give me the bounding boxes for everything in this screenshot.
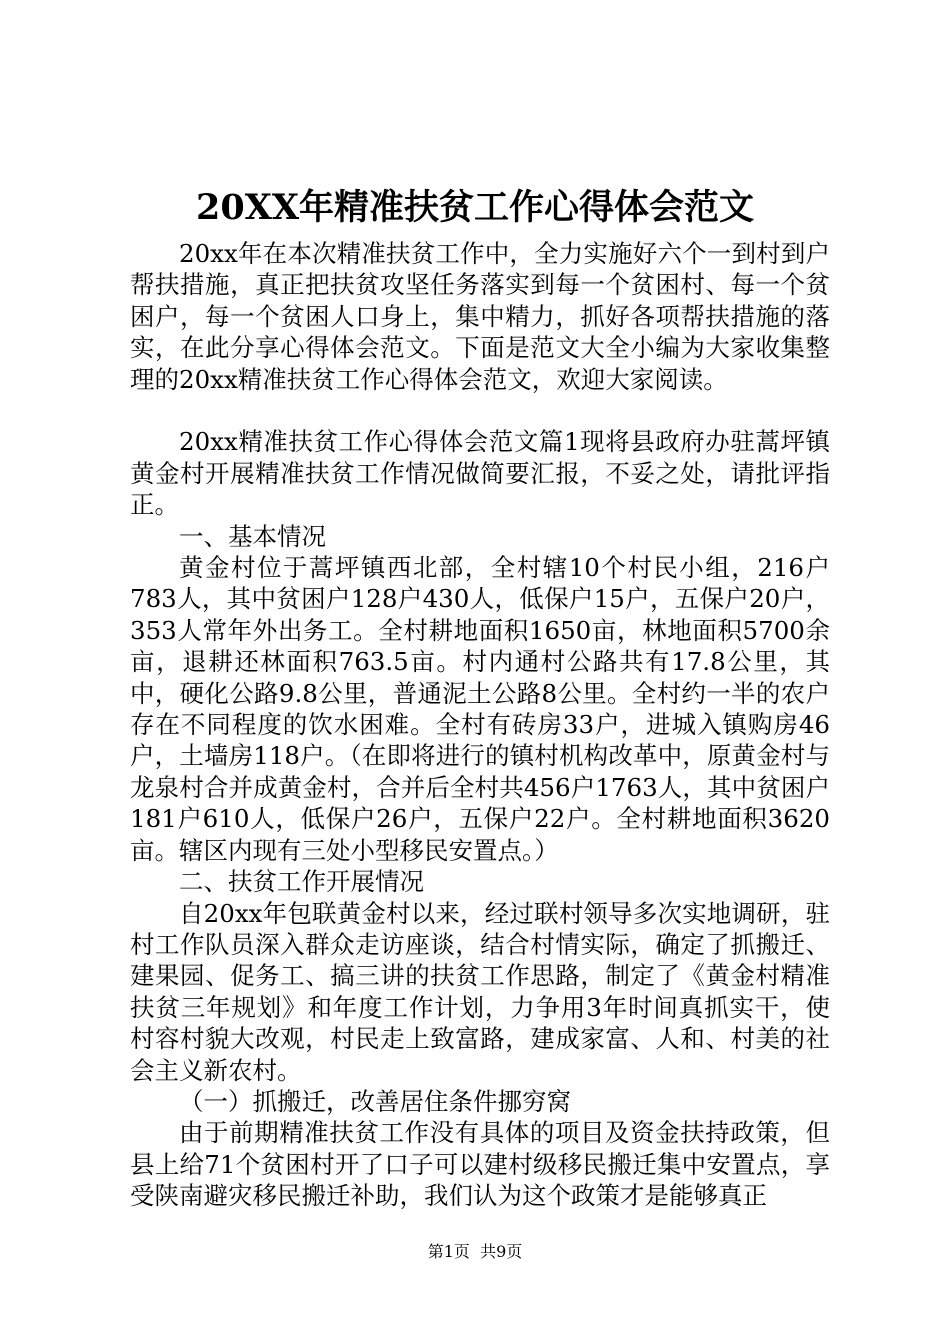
intro-paragraph: 20xx年在本次精准扶贫工作中，全力实施好六个一到村到户帮扶措施，真正把扶贫攻坚任务落实到每一个贫困村、每一个贫困户，每一个贫困人口身上，集中精力，抓好各项帮扶措施的落实，在此分享心得体会范文。下面是范文大全小编为大家收集整理的20xx精准扶贫工作心得体会范文，欢迎大家阅读。: [130, 239, 830, 394]
page-number-footer: 第1页 共9页: [427, 1242, 523, 1261]
document-body: [130, 238, 830, 1212]
work-progress-paragraph: 自20xx年包联黄金村以来，经过联村领导多次实地调研，驻村工作队员深入群众走访座谈，结合村情实际，确定了抓搬迁、建果园、促务工、搞三讲的扶贫工作思路，制定了《黄金村精准扶贫三年规划》和年度工作计划，力争用3年时间真抓实干，使村容村貌大改观，村民走上致富路，建成家富、人和、村美的社会主义新农村。: [130, 898, 830, 1085]
subsection-heading-relocation: （一）抓搬迁，改善居住条件挪穷窝: [179, 1086, 571, 1116]
section-heading-work-progress: 二、扶贫工作开展情况: [179, 867, 424, 897]
basic-situation-paragraph: 黄金村位于蒿坪镇西北部，全村辖10个村民小组，216户783人，其中贫困户128户430人，低保户15户，五保户20户，353人常年外出务工。全村耕地面积1650亩，林地面积5700余亩，退耕还林面积763.5亩。村内通村公路共有17.8公里，其中，硬化公路9.8公里，普通泥土公路8公里。全村约一半的农户存在不同程度的饮水困难。全村有砖房33户，进城入镇购房46户，土墙房118户。（在即将进行的镇村机构改革中，原黄金村与龙泉村合并成黄金村，合并后全村共456户1763人，其中贫困户181户610人，低保户26户，五保户22户。全村耕地面积3620亩。辖区内现有三处小型移民安置点。）: [130, 553, 830, 865]
section-heading-basic-situation: 一、基本情况: [179, 521, 326, 551]
document-title: 20XX年精准扶贫工作心得体会范文: [195, 187, 755, 228]
relocation-paragraph: 由于前期精准扶贫工作没有具体的项目及资金扶持政策，但县上给71个贫困村开了口子可以建村级移民搬迁集中安置点，享受陕南避灾移民搬迁补助，我们认为这个政策才是能够真正: [130, 1118, 830, 1211]
report-intro-paragraph: 20xx精准扶贫工作心得体会范文篇1现将县政府办驻蒿坪镇黄金村开展精准扶贫工作情况做简要汇报，不妥之处，请批评指正。: [130, 427, 830, 520]
